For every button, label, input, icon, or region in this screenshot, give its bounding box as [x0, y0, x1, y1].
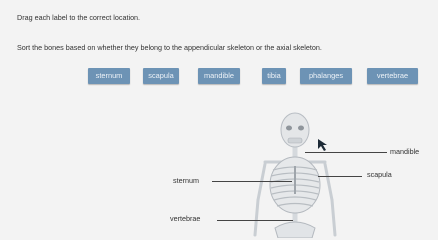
label-sternum: sternum	[173, 176, 199, 185]
chip-mandible[interactable]: mandible	[198, 68, 240, 84]
label-mandible: mandible	[390, 147, 420, 156]
question-prompt: Sort the bones based on whether they belong to the appendicular skeleton or the axial skeleton.	[17, 43, 322, 52]
sternum-leader-line	[212, 181, 292, 182]
label-bank	[0, 68, 438, 88]
instruction-text: Drag each label to the correct location.	[17, 13, 141, 22]
vertebrae-leader-line	[217, 220, 293, 221]
chip-sternum[interactable]: sternum	[88, 68, 130, 84]
label-vertebrae: vertebrae	[170, 214, 201, 223]
chip-vertebrae[interactable]: vertebrae	[367, 68, 418, 84]
mandible-leader-line	[305, 152, 387, 153]
scapula-leader-line	[318, 176, 362, 177]
label-scapula: scapula	[367, 170, 392, 179]
chip-tibia[interactable]: tibia	[262, 68, 286, 84]
chip-phalanges[interactable]: phalanges	[300, 68, 352, 84]
chip-scapula[interactable]: scapula	[143, 68, 179, 84]
skeleton-figure	[0, 110, 438, 238]
